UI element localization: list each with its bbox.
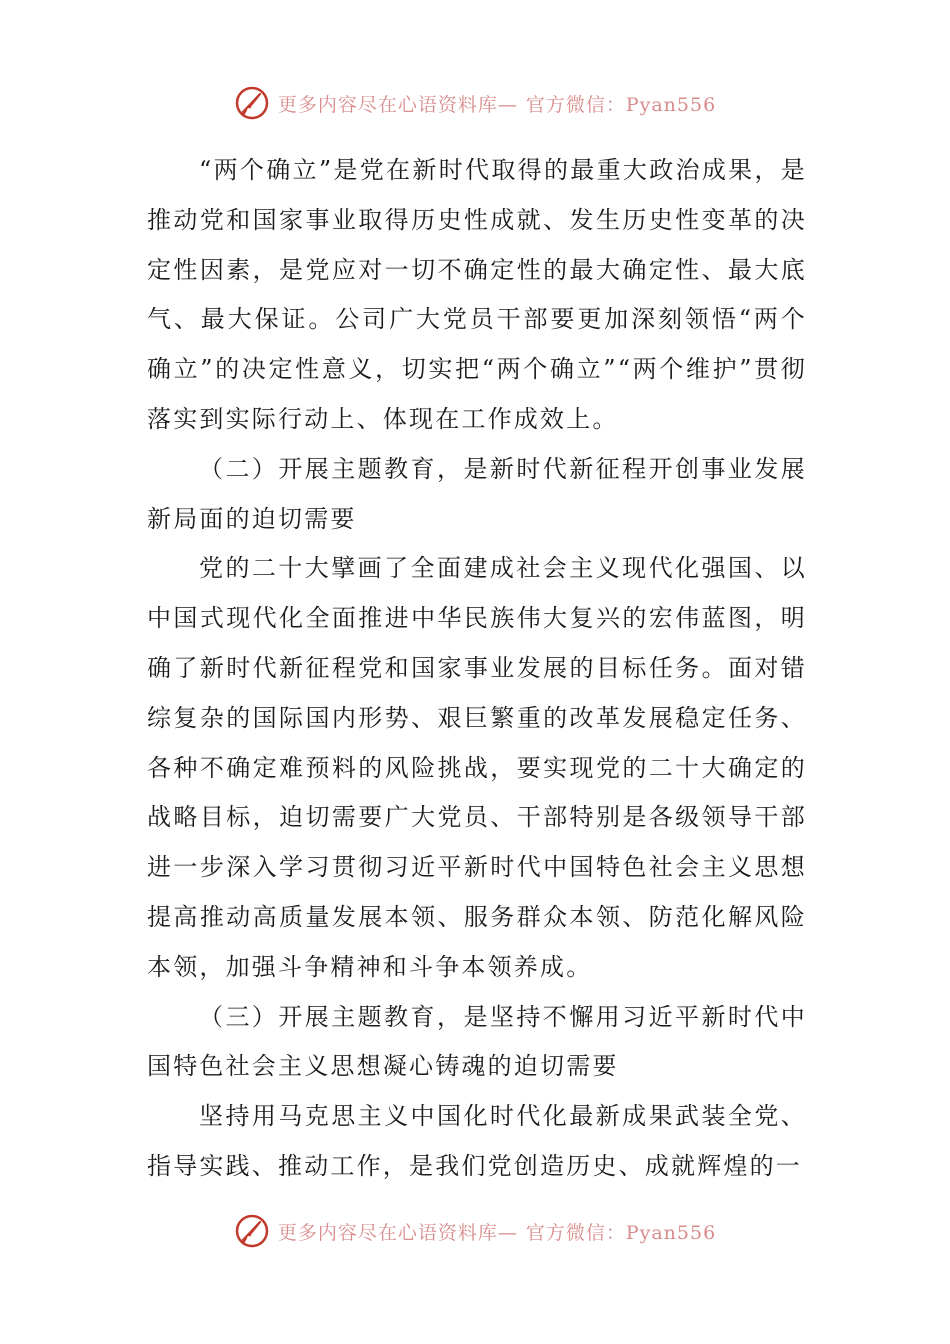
paragraph: “两个确立”是党在新时代取得的最重大政治成果，是推动党和国家事业取得历史性成就、发生历史性变革的决定性因素，是党应对一切不确定性的最大确定性、最大底气、最大保证。公司广大党员干部要更加深刻领悟“两个确立”的决定性意义，切实把“两个确立”“两个维护”贯彻落实到实际行动上、体现在工作成效上。 bbox=[147, 156, 807, 433]
watermark-wechat: 官方微信：Pyan556 bbox=[525, 93, 717, 116]
watermark-text: 更多内容尽在心语资料库— bbox=[277, 93, 518, 116]
quill-logo-icon bbox=[234, 1213, 270, 1249]
header-watermark bbox=[0, 83, 950, 123]
document-body bbox=[147, 146, 807, 1192]
section-heading: （二）开展主题教育，是新时代新征程开创事业发展新局面的迫切需要 bbox=[147, 454, 807, 533]
footer-watermark bbox=[0, 1211, 950, 1251]
section-heading: （三）开展主题教育，是坚持不懈用习近平新时代中国特色社会主义思想凝心铸魂的迫切需要 bbox=[147, 1002, 807, 1081]
watermark-wechat: 官方微信：Pyan556 bbox=[525, 1221, 717, 1244]
watermark-text: 更多内容尽在心语资料库— bbox=[277, 1221, 518, 1244]
paragraph: 党的二十大擘画了全面建成社会主义现代化强国、以中国式现代化全面推进中华民族伟大复兴的宏伟蓝图，明确了新时代新征程党和国家事业发展的目标任务。面对错综复杂的国际国内形势、艰巨繁重的改革发展稳定任务、各种不确定难预料的风险挑战，要实现党的二十大确定的战略目标，迫切需要广大党员、干部特别是各级领导干部进一步深入学习贯彻习近平新时代中国特色社会主义思想提高推动高质量发展本领、服务群众本领、防范化解风险本领，加强斗争精神和斗争本领养成。 bbox=[147, 554, 807, 981]
paragraph: 坚持用马克思主义中国化时代化最新成果武装全党、指导实践、推动工作，是我们党创造历史、成就辉煌的一 bbox=[147, 1102, 807, 1180]
quill-logo-icon bbox=[234, 85, 270, 121]
